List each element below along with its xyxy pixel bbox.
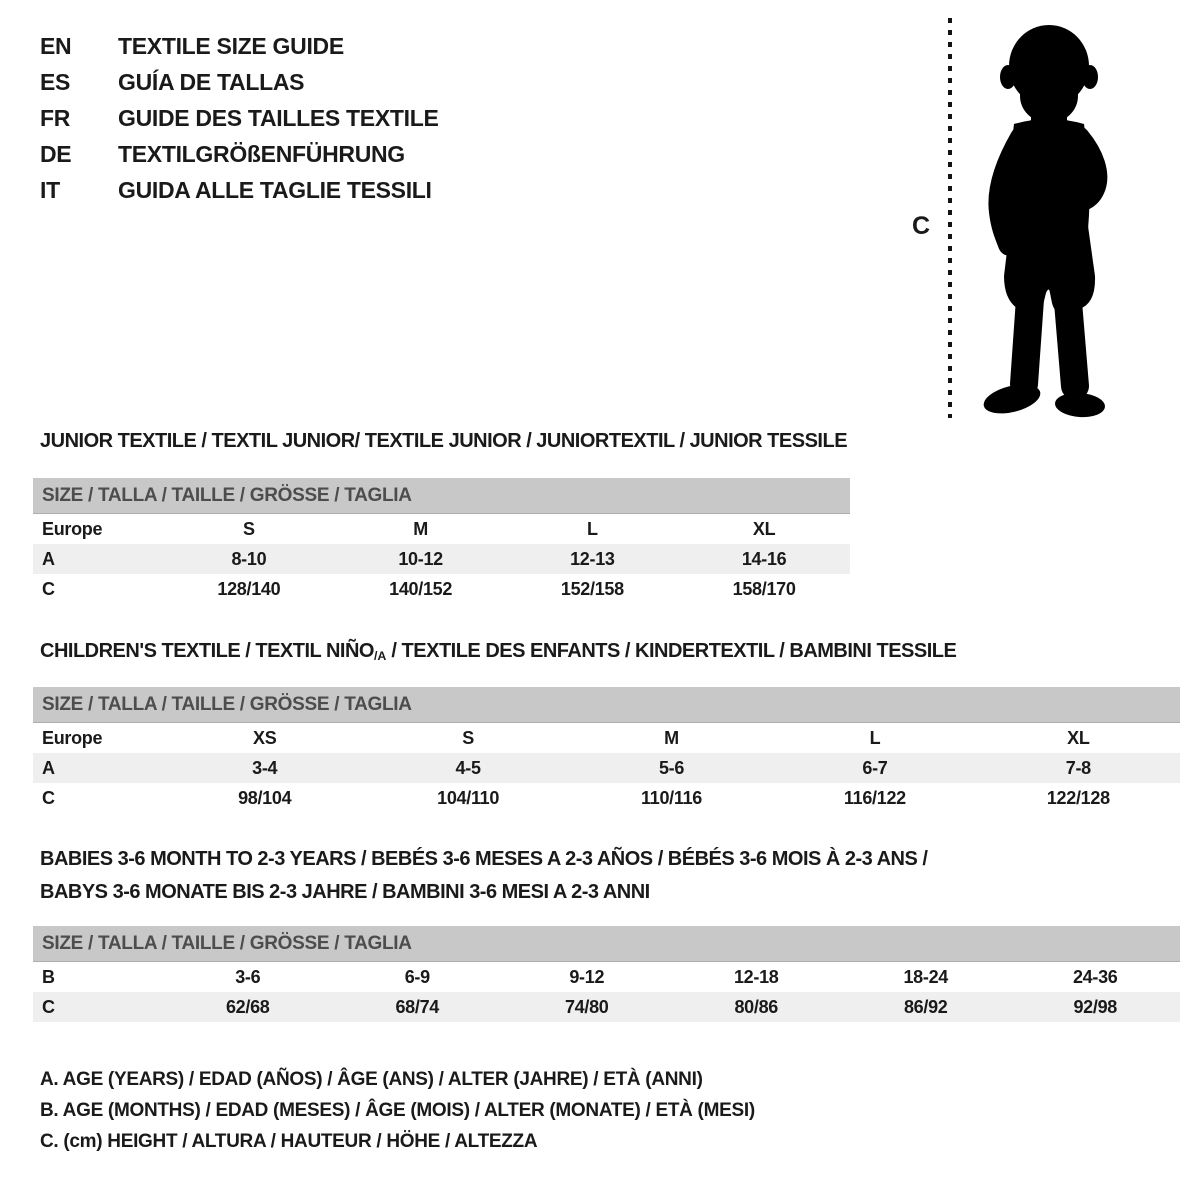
size-header-bar: SIZE / TALLA / TAILLE / GRÖSSE / TAGLIA — [33, 926, 1180, 962]
table-cell: 92/98 — [1073, 996, 1118, 1017]
table-cell: XS — [252, 727, 277, 748]
junior-section-heading: JUNIOR TEXTILE / TEXTIL JUNIOR/ TEXTILE JUNIOR / JUNIORTEXTIL / JUNIOR TESSILE — [40, 430, 848, 452]
size-header-bar: SIZE / TALLA / TAILLE / GRÖSSE / TAGLIA — [33, 478, 850, 514]
measure-legend — [40, 1064, 755, 1157]
table-cell: 122/128 — [1046, 787, 1110, 808]
children-heading-subscript: /A — [373, 649, 387, 663]
guide-title: TEXTILE SIZE GUIDE — [118, 32, 344, 59]
children-size-table — [33, 687, 1180, 813]
language-code: EN — [40, 32, 72, 59]
babies-size-table — [33, 926, 1180, 1022]
table-row — [33, 723, 1180, 753]
guide-title: TEXTILGRÖßENFÜHRUNG — [118, 140, 405, 167]
table-row — [33, 544, 850, 574]
language-code: FR — [40, 104, 71, 131]
language-row — [40, 172, 439, 208]
table-row — [33, 992, 1180, 1022]
children-section-heading — [40, 640, 956, 663]
table-cell: S — [462, 727, 474, 748]
table-cell: M — [664, 727, 679, 748]
row-label: C — [42, 996, 55, 1017]
language-title-list — [40, 28, 439, 208]
table-cell: M — [413, 518, 428, 539]
table-cell: 116/122 — [843, 787, 906, 808]
language-code: ES — [40, 68, 71, 95]
row-label: A — [42, 757, 55, 778]
table-cell: 8-10 — [231, 548, 267, 569]
table-row — [33, 574, 850, 604]
row-label: A — [42, 548, 55, 569]
table-cell: 12-18 — [733, 966, 779, 987]
table-row — [33, 753, 1180, 783]
table-row — [33, 783, 1180, 813]
table-cell: XL — [752, 518, 776, 539]
table-cell: 3-6 — [235, 966, 261, 987]
junior-size-table — [33, 478, 850, 604]
table-cell: 128/140 — [217, 578, 281, 599]
legend-line-b: B. AGE (MONTHS) / EDAD (MESES) / ÂGE (MOIS) / ALTER (MONATE) / ETÀ (MESI) — [40, 1100, 755, 1121]
language-code: DE — [40, 140, 72, 167]
table-cell: 7-8 — [1065, 757, 1091, 778]
table-cell: 110/116 — [641, 787, 702, 808]
table-cell: 3-4 — [252, 757, 278, 778]
language-code: IT — [40, 176, 60, 203]
toddler-silhouette-icon — [962, 14, 1142, 424]
table-cell: 62/68 — [225, 996, 270, 1017]
table-cell: 6-9 — [404, 966, 430, 987]
row-label: Europe — [42, 727, 103, 748]
table-cell: 9-12 — [569, 966, 605, 987]
table-cell: 86/92 — [903, 996, 948, 1017]
guide-title: GUIDA ALLE TAGLIE TESSILI — [118, 176, 432, 203]
language-row — [40, 28, 439, 64]
table-cell: 6-7 — [862, 757, 888, 778]
table-cell: 152/158 — [560, 578, 624, 599]
table-cell: 12-13 — [570, 548, 615, 569]
language-row — [40, 64, 439, 100]
row-label: Europe — [42, 518, 103, 539]
table-cell: 74/80 — [564, 996, 609, 1017]
height-measure-figure — [890, 10, 1170, 430]
legend-line-a: A. AGE (YEARS) / EDAD (AÑOS) / ÂGE (ANS) / ALTER (JAHRE) / ETÀ (ANNI) — [40, 1069, 703, 1090]
table-cell: 5-6 — [658, 757, 685, 778]
language-row — [40, 136, 439, 172]
table-cell: 140/152 — [389, 578, 453, 599]
dashed-measure-line — [948, 18, 952, 418]
row-label: C — [42, 578, 55, 599]
guide-title: GUÍA DE TALLAS — [118, 68, 305, 95]
table-cell: 24-36 — [1072, 966, 1118, 987]
height-measure-label: C — [912, 212, 930, 240]
row-label: B — [42, 966, 55, 987]
table-cell: 4-5 — [455, 757, 481, 778]
table-cell: 14-16 — [741, 548, 787, 569]
table-cell: 68/74 — [395, 996, 440, 1017]
language-row — [40, 100, 439, 136]
children-heading-text: / TEXTILE DES ENFANTS / KINDERTEXTIL / BAMBINI TESSILE — [386, 640, 957, 662]
table-cell: 158/170 — [732, 578, 796, 599]
legend-line-c: C. (cm) HEIGHT / ALTURA / HAUTEUR / HÖHE / ALTEZZA — [40, 1131, 538, 1152]
babies-heading-line1: BABIES 3-6 MONTH TO 2-3 YEARS / BEBÉS 3-6 MESES A 2-3 AÑOS / BÉBÉS 3-6 MOIS À 2-3 ANS / — [40, 848, 928, 870]
table-cell: S — [243, 518, 255, 539]
children-heading-text: CHILDREN'S TEXTILE / TEXTIL NIÑO — [40, 640, 374, 662]
table-cell: 104/110 — [437, 787, 500, 808]
size-header-bar: SIZE / TALLA / TAILLE / GRÖSSE / TAGLIA — [33, 687, 1180, 723]
row-label: C — [42, 787, 55, 808]
babies-section-heading — [40, 843, 927, 909]
table-cell: L — [869, 727, 881, 748]
table-cell: XL — [1067, 727, 1090, 748]
table-row — [33, 514, 850, 544]
table-cell: 98/104 — [238, 787, 292, 808]
table-cell: 10-12 — [398, 548, 443, 569]
babies-heading-line2: BABYS 3-6 MONATE BIS 2-3 JAHRE / BAMBINI 3-6 MESI A 2-3 ANNI — [40, 881, 650, 903]
table-cell: L — [587, 518, 598, 539]
table-cell: 18-24 — [903, 966, 949, 987]
table-row — [33, 962, 1180, 992]
table-cell: 80/86 — [734, 996, 779, 1017]
guide-title: GUIDE DES TAILLES TEXTILE — [118, 104, 439, 131]
